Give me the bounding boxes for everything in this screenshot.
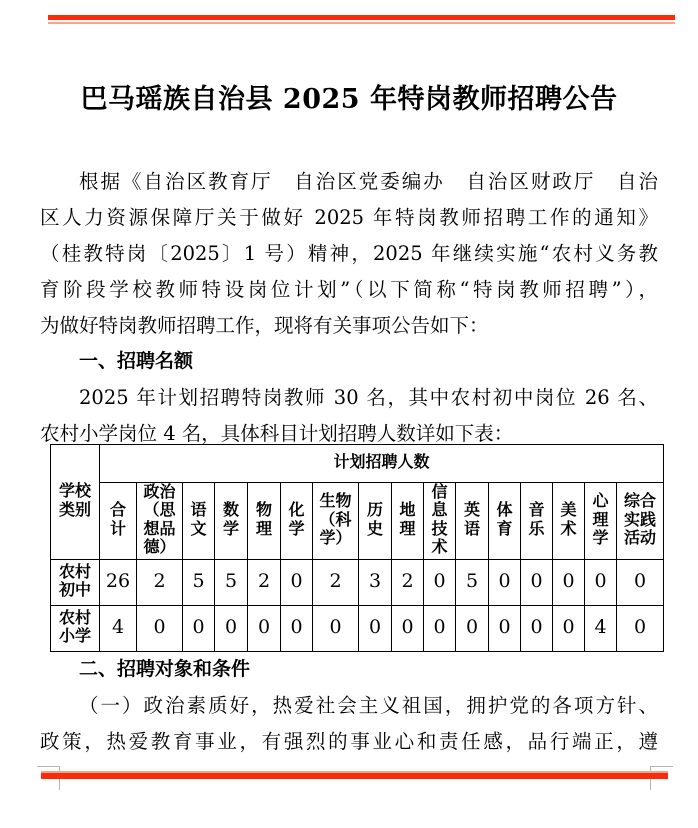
table-value-cell: 0 xyxy=(215,605,248,651)
table-row xyxy=(51,559,664,605)
table-value-cell: 0 xyxy=(489,605,521,651)
table-subject-header: 政治（思想品德） xyxy=(137,483,183,560)
table-value-cell: 0 xyxy=(553,605,585,651)
table-value-cell: 2 xyxy=(248,559,281,605)
table-group-header: 计划招聘人数 xyxy=(100,445,664,483)
table-value-cell: 0 xyxy=(553,559,585,605)
intro-line-2: 区人力资源保障厅关于做好 2025 年特岗教师招聘工作的通知》 xyxy=(40,206,658,229)
table-subject-header: 信息技术 xyxy=(424,483,456,560)
section2-heading: 二、招聘对象和条件 xyxy=(79,658,251,680)
top-decorative-rule xyxy=(48,15,675,24)
table-value-cell: 0 xyxy=(617,605,664,651)
table-row-label: 农村初中 xyxy=(51,559,100,605)
table-value-cell: 5 xyxy=(456,559,489,605)
table-value-cell: 2 xyxy=(392,559,424,605)
bottom-rule-thick-bar xyxy=(41,773,668,779)
table-value-cell: 0 xyxy=(424,605,456,651)
table-corner-header: 学校类别 xyxy=(51,445,100,560)
table-value-cell: 5 xyxy=(183,559,215,605)
table-subject-header: 历史 xyxy=(359,483,392,560)
table-value-cell: 0 xyxy=(585,559,617,605)
top-rule-thin-bar xyxy=(48,22,675,24)
section2-line-1: （一）政治素质好，热爱社会主义祖国，拥护党的各项方针、 xyxy=(79,693,658,717)
document-title: 巴马瑶族自治县 2025 年特岗教师招聘公告 xyxy=(80,84,618,115)
table-subject-header: 物理 xyxy=(248,483,281,560)
intro-line-1: 根据《自治区教育厅 自治区党委编办 自治区财政厅 自治 xyxy=(79,170,658,193)
table-row-label: 农村小学 xyxy=(51,605,100,651)
table-subject-header: 心理学 xyxy=(585,483,617,560)
intro-line-5: 为做好特岗教师招聘工作，现将有关事项公告如下： xyxy=(40,314,489,337)
section2-line-2: 政策，热爱教育事业，有强烈的事业心和责任感，品行端正，遵 xyxy=(40,729,658,753)
table-value-cell: 2 xyxy=(313,559,359,605)
table-subject-header: 语文 xyxy=(183,483,215,560)
table-value-cell: 0 xyxy=(521,559,553,605)
table-value-cell: 0 xyxy=(617,559,664,605)
table-value-cell: 0 xyxy=(313,605,359,651)
table-value-cell: 0 xyxy=(392,605,424,651)
document-body xyxy=(40,164,658,760)
table-value-cell: 0 xyxy=(521,605,553,651)
table-subject-header: 地理 xyxy=(392,483,424,560)
table-subject-header: 英语 xyxy=(456,483,489,560)
table-subject-header: 化学 xyxy=(281,483,313,560)
intro-line-4: 育阶段学校教师特设岗位计划”（以下简称“特岗教师招聘”）， xyxy=(40,278,658,301)
table-subject-header: 合计 xyxy=(100,483,137,560)
table-value-cell: 0 xyxy=(281,559,313,605)
table-value-cell: 26 xyxy=(100,559,137,605)
table-value-cell: 4 xyxy=(585,605,617,651)
section1-line-2: 农村小学岗位 4 名，具体科目计划招聘人数详如下表： xyxy=(40,422,514,445)
table-row xyxy=(51,605,664,651)
table-value-cell: 0 xyxy=(183,605,215,651)
intro-line-3: （桂教特岗〔2025〕1 号）精神，2025 年继续实施“农村义务教 xyxy=(40,242,658,265)
table-subject-header: 综合实践活动 xyxy=(617,483,664,560)
table-value-cell: 0 xyxy=(424,559,456,605)
table-value-cell: 5 xyxy=(215,559,248,605)
table-subject-header: 体育 xyxy=(489,483,521,560)
bottom-decorative-rule xyxy=(41,771,668,779)
table-value-cell: 0 xyxy=(137,605,183,651)
table-value-cell: 2 xyxy=(137,559,183,605)
table-value-cell: 0 xyxy=(489,559,521,605)
table-subject-header: 生物（科学） xyxy=(313,483,359,560)
table-value-cell: 0 xyxy=(359,605,392,651)
table-subject-header: 数学 xyxy=(215,483,248,560)
table-subject-header: 美术 xyxy=(553,483,585,560)
table-value-cell: 4 xyxy=(100,605,137,651)
table-value-cell: 3 xyxy=(359,559,392,605)
section1-heading: 一、招聘名额 xyxy=(79,351,194,372)
table-value-cell: 0 xyxy=(248,605,281,651)
table-subject-header: 音乐 xyxy=(521,483,553,560)
table-value-cell: 0 xyxy=(456,605,489,651)
recruitment-quota-table xyxy=(50,444,664,652)
section1-line-1: 2025 年计划招聘特岗教师 30 名，其中农村初中岗位 26 名、 xyxy=(79,386,658,409)
table-value-cell: 0 xyxy=(281,605,313,651)
